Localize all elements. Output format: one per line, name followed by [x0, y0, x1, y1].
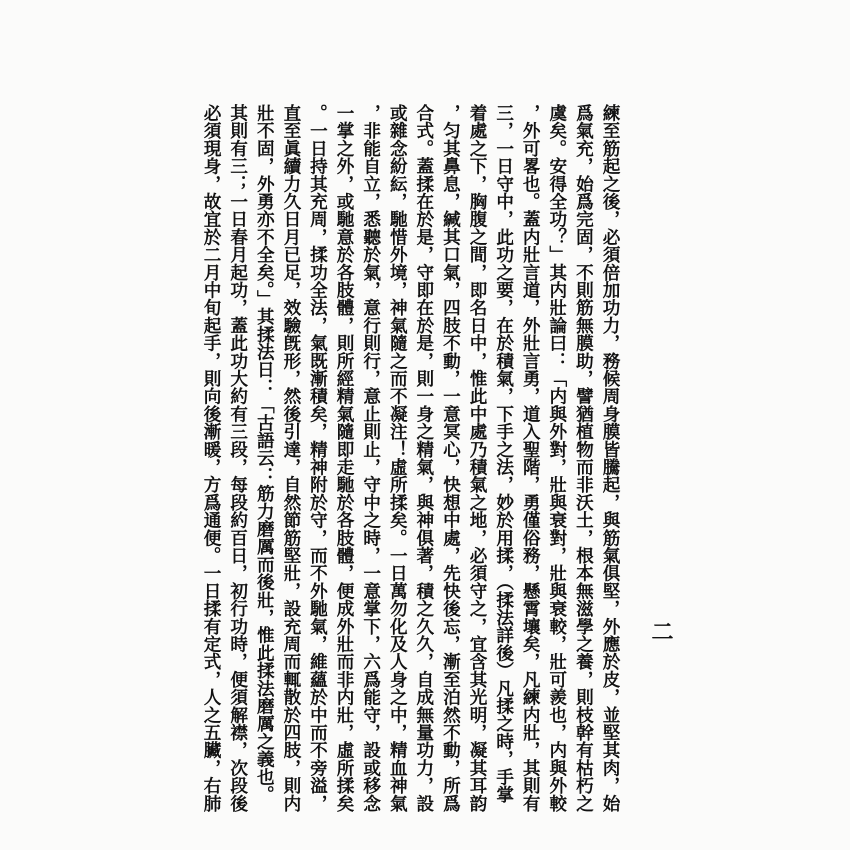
text-column: 合式。蓋揉在於是，守即在於是，則一身之精氣，與神俱著，積之久久，自成無量功力，設 [413, 104, 435, 812]
text-column: 其則有三；一日春月起功，蓋此功大約有三段，每段約百日，初行功時，便須解襟，次段後 [227, 104, 249, 812]
text-column: 必須現身，故宜於二月中旬起手，則向後漸暖，方爲通便。一日揉有定式，人之五臟，右肺 [201, 104, 223, 812]
text-column: ，非能自立，悉聽於氣，意行則行，意止則止，守中之時，一意掌下，六爲能守，設或移念 [360, 104, 382, 812]
text-column: 練至筋起之後，必須倍加功力，務候周身膜皆騰起，與筋氣俱堅，外應於皮，並堅其肉，始 [600, 104, 621, 812]
text-column: 三，一日守中，此功之要，在於積氣，下手之法，妙於用揉，（揉法詳後）凡揉之時，手掌 [493, 104, 515, 804]
text-column: ，匀其鼻息，緘其口氣，四肢不動，一意冥心，快想中處，先快後忘，漸至泊然不動，所爲 [440, 104, 462, 812]
text-column: 虞矣。安得全功？」其内壯論曰：「内與外對，壯與衰對，壯與衰較，壯可羨也，内與外較 [546, 104, 568, 812]
text-column: ，外可畧也。蓋内壯言道，外壯言勇，道入聖階，勇僅俗務，懸霄壤矣，凡練内壯，其則有 [520, 104, 542, 812]
text-column: 或雜念紛紜，馳惜外境，神氣隨之而不凝注！虛所揉矣。一日萬勿化及人身之中，精血神氣 [387, 104, 409, 812]
vertical-text-body [201, 104, 623, 812]
text-column: 。一日持其充周，揉功全法，氣既漸積矣，精神附於守，而不外馳氣，維蘊於中而不旁溢， [307, 104, 329, 812]
text-column: 着處之下，胸腹之間，即名日中，惟此中處乃積氣之地，必須守之，宜含其光明，凝其耳韵 [467, 104, 489, 812]
page-number: 二 [648, 620, 674, 642]
text-column: 爲氣充，始爲完固，不則筋無膜助，譬猶植物而非沃土，根本無滋學之養，則枝幹有枯朽之 [573, 104, 595, 812]
text-column: 一掌之外，或馳意於各肢體，則所經精氣隨即走馳於各肢體，便成外壯而非内壯，虛所揉矣 [334, 104, 356, 812]
text-column: 壯不固，外勇亦不全矣。」其揉法日：「古語云：筋力磨厲而後壯，惟此揉法磨厲之義也。 [254, 104, 276, 804]
text-column: 直至眞續力久日月已足，效驗旣形，然後引達，自然節筋堅壯，設充周而輒散於四肢，則内 [280, 104, 302, 812]
